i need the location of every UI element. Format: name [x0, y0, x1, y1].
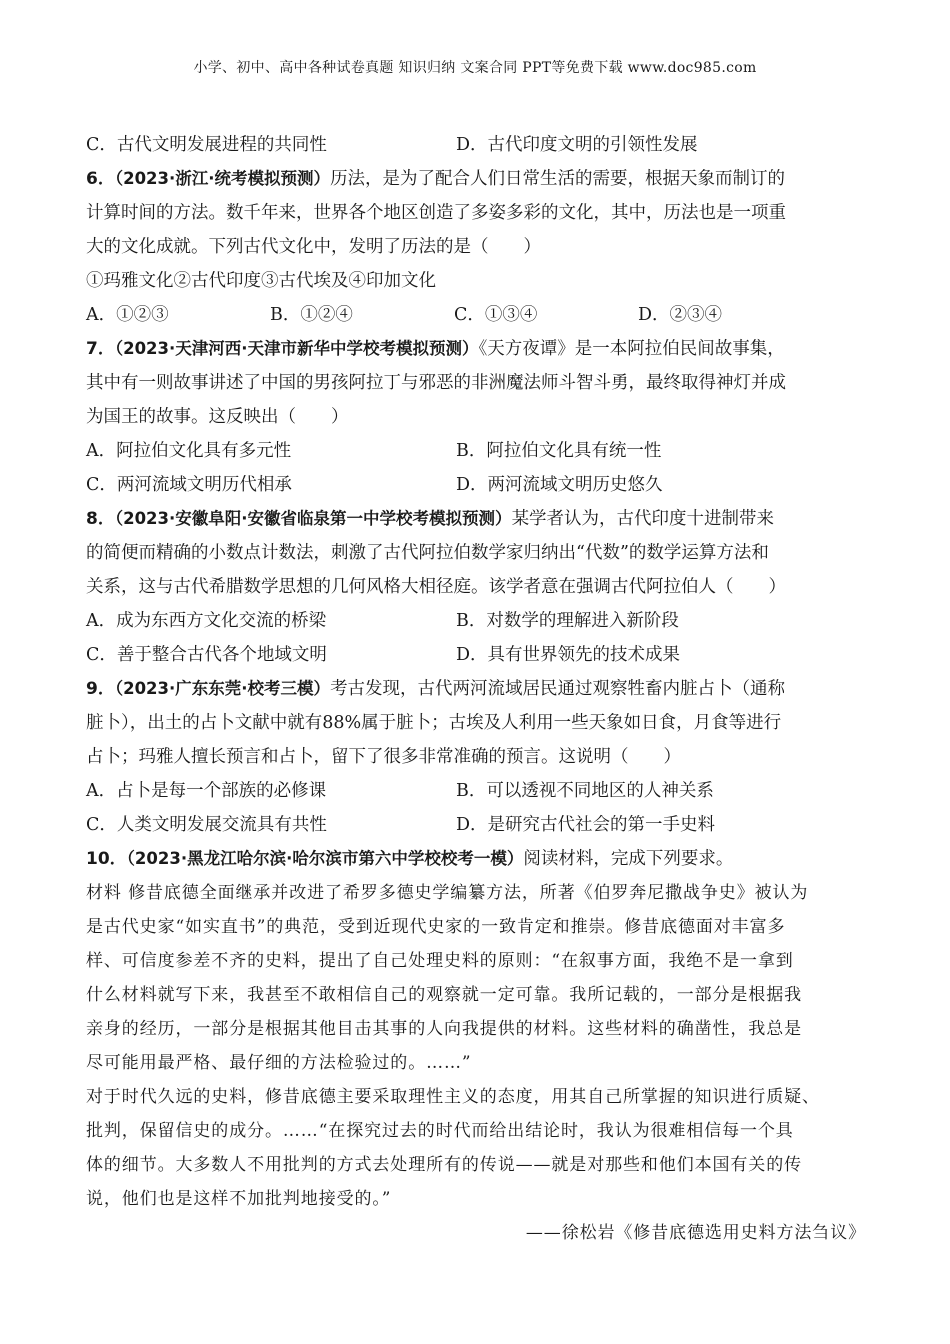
q5-option-d: D．古代印度文明的引领性发展	[456, 135, 698, 155]
q7-option-b: B．阿拉伯文化具有统一性	[456, 441, 662, 461]
q7-stem-line-2: 其中有一则故事讲述了中国的男孩阿拉丁与邪恶的非洲魔法师斗智斗勇，最终取得神灯并成	[86, 373, 786, 393]
q5-options	[86, 128, 866, 162]
q9-text-1: 考古发现，古代两河流域居民通过观察牲畜内脏占卜（通称	[330, 679, 786, 699]
q7-number: 7．	[86, 339, 115, 359]
q10-material-line-8: 批判，保留信史的成分。……“在探究过去的时代而给出结论时，我认为很难相信每一个具	[86, 1121, 794, 1141]
q7-text-1: 《天方夜谭》是一本阿拉伯民间故事集，	[478, 339, 785, 359]
q9-option-d: D．是研究古代社会的第一手史料	[456, 815, 716, 835]
q9-option-a: A．占卜是每一个部族的必修课	[86, 781, 327, 801]
q10-material-line-4: 什么材料就写下来，我甚至不敢相信自己的观察就一定可靠。我所记载的，一部分是根据我	[86, 985, 802, 1005]
q7-option-a: A．阿拉伯文化具有多元性	[86, 441, 292, 461]
q7-option-d: D．两河流域文明历史悠久	[456, 475, 663, 495]
q6-stem-line-2: 计算时间的方法。数千年来，世界各个地区创造了多姿多彩的文化，其中，历法也是一项重	[86, 203, 786, 223]
q8-number: 8．	[86, 509, 115, 529]
q6-option-c: C．①③④	[454, 305, 538, 325]
page-header: 小学、初中、高中各种试卷真题 知识归纳 文案合同 PPT等免费下载 www.doc985.com	[193, 60, 757, 76]
q6-option-d: D．②③④	[638, 305, 723, 325]
q7-options-row-2	[86, 468, 866, 502]
q8-option-d: D．具有世界领先的技术成果	[456, 645, 681, 665]
q10-material-line-3: 样、可信度参差不齐的史料，提出了自己处理史料的原则：“在叙事方面，我绝不是一拿到	[86, 951, 794, 971]
q10-material-line-6: 尽可能用最严格、最仔细的方法检验过的。……”	[86, 1053, 472, 1073]
q7-stem-line-1	[86, 332, 866, 366]
q8-source: （2023·安徽阜阳·安徽省临泉第一中学校考模拟预测）	[114, 509, 512, 528]
q8-options-row-2	[86, 638, 866, 672]
q9-source: （2023·广东东莞·校考三模）	[114, 679, 331, 698]
q10-material-line-2: 是古代史家“如实直书”的典范，受到近现代史家的一致肯定和推崇。修昔底德面对丰富多	[86, 917, 786, 937]
q8-option-a: A．成为东西方文化交流的桥梁	[86, 611, 327, 631]
q10-material-line-9: 体的细节。大多数人不用批判的方式去处理所有的传说——就是对那些和他们本国有关的传	[86, 1155, 802, 1175]
q8-options-row-1	[86, 604, 866, 638]
q10-source: （2023·黑龙江哈尔滨·哈尔滨市第六中学校校考一模）	[126, 849, 524, 868]
q6-number: 6．	[86, 169, 115, 189]
q5-option-c: C．古代文明发展进程的共同性	[86, 135, 327, 155]
q8-stem-line-2: 的简便而精确的小数点计数法，刺激了古代阿拉伯数学家归纳出“代数”的数学运算方法和	[86, 543, 769, 563]
q6-stem-line-3: 大的文化成就。下列古代文化中，发明了历法的是（ ）	[86, 237, 541, 257]
q6-stem-line-1	[86, 162, 866, 196]
q6-option-a: A．①②③	[86, 305, 169, 325]
q9-number: 9．	[86, 679, 115, 699]
q9-option-b: B．可以透视不同地区的人神关系	[456, 781, 714, 801]
q10-material-line-10: 说，他们也是这样不加批判地接受的。”	[86, 1189, 392, 1209]
q9-options-row-2	[86, 808, 866, 842]
q10-lead: 阅读材料，完成下列要求。	[523, 849, 734, 869]
q9-option-c: C．人类文明发展交流具有共性	[86, 815, 327, 835]
q8-option-b: B．对数学的理解进入新阶段	[456, 611, 679, 631]
q7-source: （2023·天津河西·天津市新华中学校考模拟预测）	[114, 339, 479, 358]
q9-stem-line-2: 脏卜），出土的占卜文献中就有88%属于脏卜；古埃及人利用一些天象如日食，月食等进行	[86, 713, 782, 733]
q9-stem-line-1	[86, 672, 866, 706]
q8-stem-line-1	[86, 502, 866, 536]
q9-stem-line-3: 占卜；玛雅人擅长预言和占卜，留下了很多非常准确的预言。这说明（ ）	[86, 747, 681, 767]
q10-material-line-7: 对于时代久远的史料，修昔底德主要采取理性主义的态度，用其自己所掌握的知识进行质疑、	[86, 1087, 820, 1107]
q6-option-b: B．①②④	[270, 305, 353, 325]
q6-options	[86, 298, 866, 332]
q6-text-1: 历法，是为了配合人们日常生活的需要，根据天象而制订的	[330, 169, 786, 189]
q8-text-1: 某学者认为，古代印度十进制带来	[511, 509, 775, 529]
q10-citation: ——徐松岩《修昔底德选用史料方法刍议》	[525, 1223, 866, 1243]
q7-option-c: C．两河流域文明历代相承	[86, 475, 292, 495]
q7-stem-line-3: 为国王的故事。这反映出（ ）	[86, 407, 349, 427]
q6-stem-line-4: ①玛雅文化②古代印度③古代埃及④印加文化	[86, 271, 436, 291]
q8-option-c: C．善于整合古代各个地域文明	[86, 645, 327, 665]
q10-material-line-5: 亲身的经历，一部分是根据其他目击其事的人向我提供的材料。这些材料的确凿性，我总是	[86, 1019, 802, 1039]
exam-content	[86, 128, 866, 1250]
q10-material-line-1: 材料 修昔底德全面继承并改进了希罗多德史学编纂方法，所著《伯罗奔尼撒战争史》被认为	[86, 883, 809, 903]
q8-stem-line-3: 关系，这与古代希腊数学思想的几何风格大相径庭。该学者意在强调古代阿拉伯人（ ）	[86, 577, 786, 597]
q9-options-row-1	[86, 774, 866, 808]
q7-options-row-1	[86, 434, 866, 468]
q6-source: （2023·浙江·统考模拟预测）	[114, 169, 331, 188]
q10-number: 10．	[86, 849, 127, 869]
q10-stem-line-1	[86, 842, 866, 876]
